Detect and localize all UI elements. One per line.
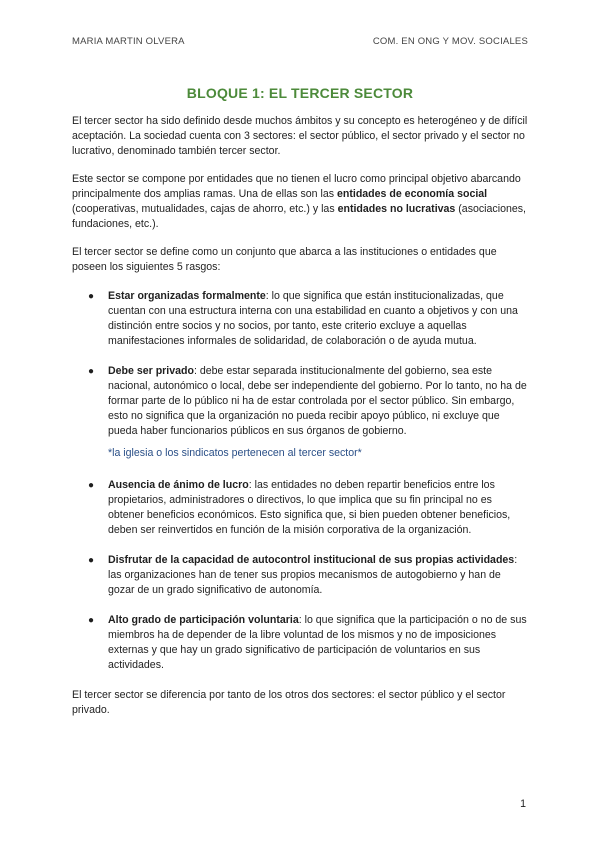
term-economia-social: entidades de economía social [336,188,488,200]
composition-text-3: (asociaciones, fundaciones, etc.). [72,203,526,230]
traits-list-continued [72,478,530,673]
closing-paragraph: El tercer sector se diferencia por tanto de los otros dos sectores: el sector público y el sector privado. [72,689,506,716]
bullet-icon: ● [88,555,95,566]
bullet-icon: ● [88,615,95,626]
composition-text-1: Este sector se compone por entidades que no tienen el lucro como principal objetivo abarcando principalmente dos amplias ramas. Una de ellas son las [72,173,521,200]
trait-item [72,364,530,439]
trait-title: Alto grado de participación voluntaria [108,614,299,626]
trait-item [72,289,530,349]
trait-text: : las entidades no deben repartir beneficios entre los propietarios, administradores o directivos, lo que implica que su fin principal no es obtener beneficios económicos. Esto significa que, si bien pueden obtener beneficios, deben ser reinvertidos en función de la misión corporativa de la organización. [108,479,511,536]
trait-item [72,478,530,538]
term-no-lucrativas: entidades no lucrativas [337,203,456,215]
trait-text: : lo que significa que la participación o no de sus miembros ha de depender de la libre voluntad de los mismos y no de imposiciones externas y que hay un grado significativo de participación de voluntarios en sus actividades. [108,614,527,671]
composition-text-2: (cooperativas, mutualidades, cajas de ahorro, etc.) y las [72,203,338,215]
trait-title: Ausencia de ánimo de lucro [108,479,249,491]
trait-item [72,553,530,598]
trait-item [72,613,530,673]
traits-list [72,289,530,439]
definition-paragraph: El tercer sector se define como un conjunto que abarca a las instituciones o entidades que poseen los siguientes 5 rasgos: [72,246,497,273]
intro-paragraph: El tercer sector ha sido definido desde muchos ámbitos y su concepto es heterogéneo y de difícil aceptación. La sociedad cuenta con 3 sectores: el sector público, el sector privado y el sector no lucrativo, denominado también tercer sector. [72,115,528,157]
document-body [72,114,530,731]
bullet-icon: ● [88,366,95,377]
bullet-icon: ● [88,291,95,302]
header-course: COM. EN ONG Y MOV. SOCIALES [372,36,528,47]
bullet-icon: ● [88,480,95,491]
note-text: *la iglesia o los sindicatos pertenecen al tercer sector* [108,447,362,459]
page-number: 1 [520,798,526,810]
trait-title: Debe ser privado [108,365,194,377]
trait-text: : debe estar separada institucionalmente del gobierno, sea este nacional, autonómico o local, debe ser independiente del gobierno. Por lo tanto, no ha de formar parte de lo público ni ha de estar controlada por el sector público. Sin embargo, esto no significa que la organización no pueda recibir apoyo público, ni excluye que pueda haber funcionarios públicos en sus órganos de gobierno. [108,365,527,437]
trait-text: : lo que significa que están institucionalizadas, que cuentan con una estructura interna con una estabilidad en cuanto a objetivos y con una distinción entre socios y no socios, por tanto, este criterio excluye a aquellas manifestaciones informales de solidaridad, de colaboración o de ayuda mutua. [108,290,518,347]
header-author: MARIA MARTIN OLVERA [72,36,185,47]
trait-text: : las organizaciones han de tener sus propios mecanismos de autogobierno y han de gozar de un grado significativo de autonomía. [108,554,518,596]
composition-paragraph [72,172,530,232]
trait-title: Estar organizadas formalmente [108,290,266,302]
page-title: BLOQUE 1: EL TERCER SECTOR [186,85,414,101]
trait-title: Disfrutar de la capacidad de autocontrol institucional de sus propias actividades [108,554,515,566]
